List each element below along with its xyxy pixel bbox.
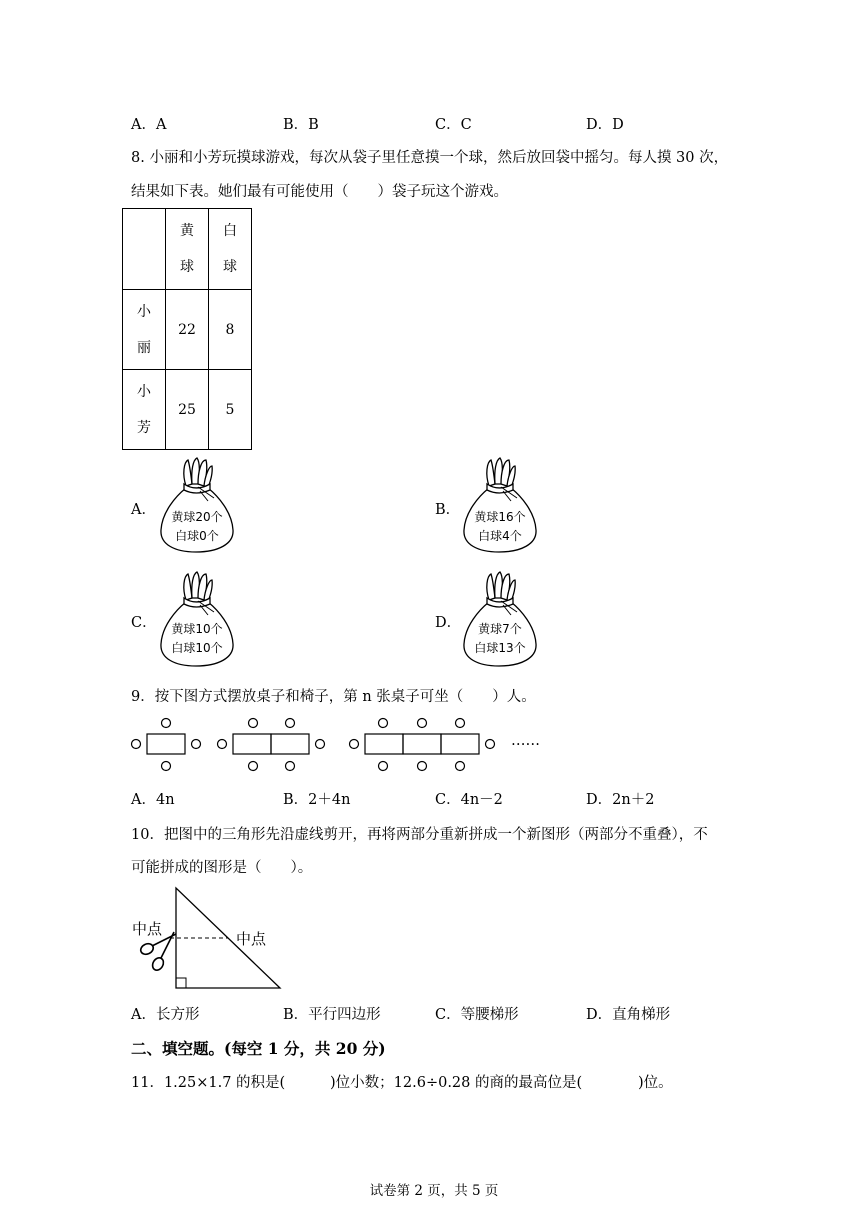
q11-part1: 11．1.25×1.7 的积是(: [131, 1075, 286, 1091]
table-cell: 5: [209, 370, 252, 450]
section-title: 二、填空题。(每空 1 分，共 20 分): [131, 1039, 386, 1058]
q9-option-c: C．4n－2: [435, 792, 503, 808]
q8-option-c-label: C．: [131, 615, 157, 631]
ball-bag-c: [156, 570, 238, 670]
q10-option-d: D．直角梯形: [586, 1007, 671, 1023]
table-header-yellow: [166, 209, 209, 290]
q10-option-a: A．长方形: [131, 1007, 200, 1023]
ball-bag-d: [459, 570, 541, 670]
q10-stem-line2: 可能拼成的图形是（ ）。: [131, 860, 313, 876]
q11-part3: )位。: [638, 1075, 673, 1091]
q8-option-d-label: D．: [435, 615, 462, 631]
q7-option-b: B．B: [283, 117, 319, 133]
name-char: 芳: [137, 419, 151, 436]
scissors-icon: [139, 932, 176, 972]
q10-option-b: B．平行四边形: [283, 1007, 381, 1023]
q9-option-a: A．4n: [131, 792, 175, 808]
q8-results-table: [122, 208, 252, 450]
table-row-name: [123, 370, 166, 450]
cut-triangle-figure: [130, 882, 300, 994]
q11-part2: )位小数；12.6÷0.28 的商的最高位是(: [330, 1075, 583, 1091]
table-cell: 22: [166, 290, 209, 370]
q7-option-c: C．C: [435, 117, 472, 133]
bag-b-line2: 白球4个: [478, 529, 522, 543]
table-header-white: [209, 209, 252, 290]
header-char: 球: [180, 259, 194, 275]
bag-c-line2: 白球10个: [171, 641, 223, 655]
q9-option-b: B．2＋4n: [283, 792, 351, 808]
q7-option-a: A．A: [131, 117, 167, 133]
bag-a-line2: 白球0个: [175, 529, 219, 543]
q8-stem-line1: 8. 小丽和小芳玩摸球游戏，每次从袋子里任意摸一个球，然后放回袋中摇匀。每人摸 30 次，: [131, 150, 729, 166]
header-char: 白: [223, 223, 237, 239]
table-chair-pattern: [128, 714, 548, 774]
table-row: [123, 209, 252, 290]
table-cell: 8: [209, 290, 252, 370]
table-row: [123, 290, 252, 370]
q8-stem-line2: 结果如下表。她们最有可能使用（ ）袋子玩这个游戏。: [131, 184, 508, 200]
q10-option-c: C．等腰梯形: [435, 1007, 519, 1023]
pattern-ellipsis: ……: [511, 733, 540, 749]
name-char: 小: [137, 303, 151, 320]
bag-d-line2: 白球13个: [474, 641, 526, 655]
q9-stem: 9．按下图方式摆放桌子和椅子，第 n 张桌子可坐（ ）人。: [131, 689, 536, 705]
name-char: 丽: [137, 339, 151, 356]
table-row: [123, 370, 252, 450]
q9-option-d: D．2n＋2: [586, 792, 655, 808]
bag-d-line1: 黄球7个: [478, 622, 522, 636]
table-cell: 25: [166, 370, 209, 450]
ball-bag-b: [459, 456, 541, 556]
midpoint-label-right: 中点: [236, 930, 267, 948]
q8-option-b-label: B．: [435, 502, 461, 518]
table-row-name: [123, 290, 166, 370]
page-footer: 试卷第 2 页，共 5 页: [369, 1183, 499, 1199]
name-char: 小: [137, 383, 151, 400]
bag-b-line1: 黄球16个: [474, 510, 526, 524]
midpoint-label-left: 中点: [132, 920, 163, 938]
table-corner-cell: [123, 209, 166, 290]
bag-a-line1: 黄球20个: [171, 510, 223, 524]
ball-bag-a: [156, 456, 238, 556]
bag-c-line1: 黄球10个: [171, 622, 223, 636]
q10-stem-line1: 10．把图中的三角形先沿虚线剪开，再将两部分重新拼成一个新图形（两部分不重叠），不: [131, 827, 708, 843]
header-char: 黄: [180, 223, 194, 239]
q7-option-d: D．D: [586, 117, 624, 133]
header-char: 球: [223, 259, 237, 275]
q8-option-a-label: A．: [131, 502, 156, 518]
